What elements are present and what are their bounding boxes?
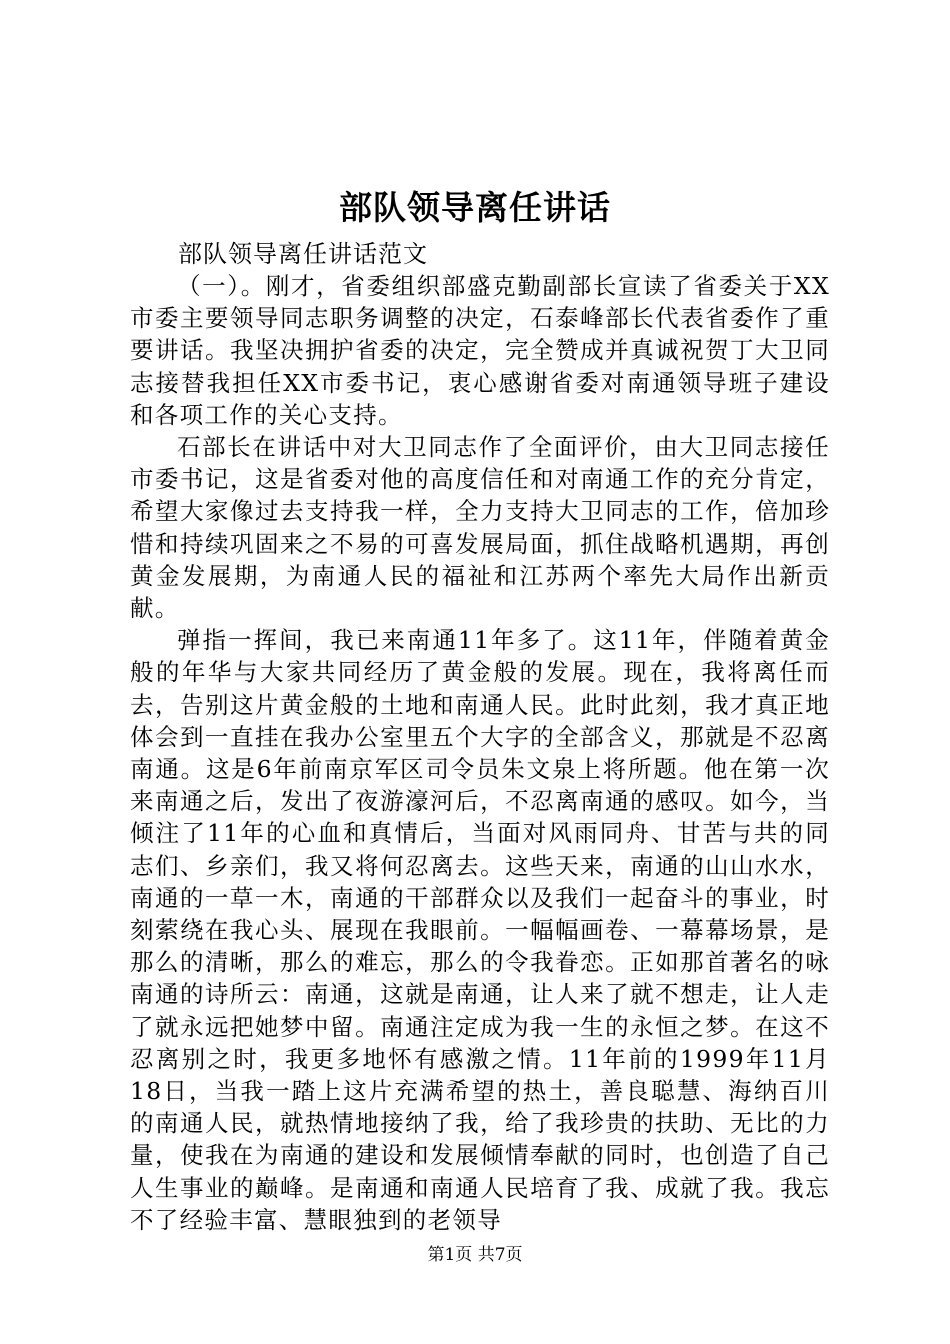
document-body [130,270,830,1236]
paragraph: 弹指一挥间，我已来南通11年多了。这11年，伴随着黄金般的年华与大家共同经历了黄金般的发展。现在，我将离任而去，告别这片黄金般的土地和南通人民。此时此刻，我才真正地体会到一直挂在我办公室里五个大字的全部含义，那就是不忍离南通。这是6年前南京军区司令员朱文泉上将所题。他在第一次来南通之后，发出了夜游濠河后，不忍离南通的感叹。如今，当倾注了11年的心血和真情后，当面对风雨同舟、甘苦与共的同志们、乡亲们，我又将何忍离去。这些天来，南通的山山水水，南通的一草一木，南通的干部群众以及我们一起奋斗的事业，时刻萦绕在我心头、展现在我眼前。一幅幅画卷、一幕幕场景，是那么的清晰，那么的难忘，那么的令我眷恋。正如那首著名的咏南通的诗所云：南通，这就是南通，让人来了就不想走，让人走了就永远把她梦中留。南通注定成为我一生的永恒之梦。在这不忍离别之时，我更多地怀有感激之情。11年前的1999年11月18日，当我一踏上这片充满希望的热土，善良聪慧、海纳百川的南通人民，就热情地接纳了我，给了我珍贵的扶助、无比的力量，使我在为南通的建设和发展倾情奉献的同时，也创造了自己人生事业的巅峰。是南通和南通人民培育了我、成就了我。我忘不了经验丰富、慧眼独到的老领导 [130,626,830,1234]
document-title: 部队领导离任讲话 [339,188,611,227]
paragraph: 石部长在讲话中对大卫同志作了全面评价，由大卫同志接任市委书记，这是省委对他的高度信任和对南通工作的充分肯定，希望大家像过去支持我一样，全力支持大卫同志的工作，倍加珍惜和持续巩固来之不易的可喜发展局面，抓住战略机遇期，再创黄金发展期，为南通人民的福祉和江苏两个率先大局作出新贡献。 [130,433,830,623]
paragraph: （一）。刚才，省委组织部盛克勤副部长宣读了省委关于XX市委主要领导同志职务调整的决定，石泰峰部长代表省委作了重要讲话。我坚决拥护省委的决定，完全赞成并真诚祝贺丁大卫同志接替我担任XX市委书记，衷心感谢省委对南通领导班子建设和各项工作的关心支持。 [130,272,830,429]
page-number-footer: 第1页 共7页 [427,1245,523,1265]
document-subtitle: 部队领导离任讲话范文 [178,240,428,268]
